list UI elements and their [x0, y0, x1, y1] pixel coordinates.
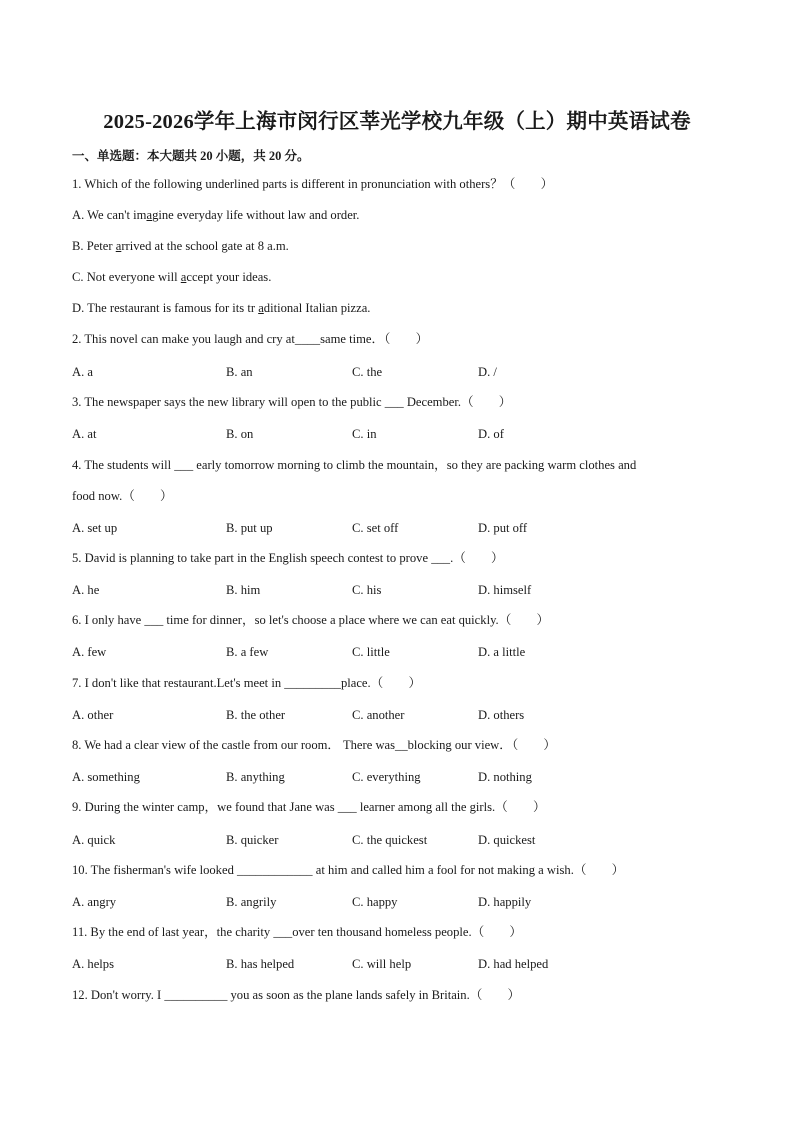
option-b: B. an [226, 365, 253, 379]
option-d: D. happily [478, 895, 532, 909]
option-b: B. anything [226, 770, 285, 784]
question-4-options [72, 520, 722, 536]
option-d: D. others [478, 708, 525, 722]
question-6-options [72, 644, 722, 660]
option-d: D. nothing [478, 770, 532, 784]
question-6-stem: 6. I only have ___ time for dinner，so let's choose a place where we can eat quickly.（ ） [72, 613, 550, 627]
option-b: B. the other [226, 708, 286, 722]
question-12-stem: 12. Don't worry. I __________ you as soon as the plane lands safely in Britain.（ ） [72, 988, 521, 1002]
question-1-option-b: B. Peter arrived at the school gate at 8 a.m. [72, 239, 289, 253]
option-c: C. will help [352, 957, 412, 971]
question-11-stem: 11. By the end of last year，the charity ___over ten thousand homeless people.（ ） [72, 925, 523, 939]
option-c: C. happy [352, 895, 398, 909]
question-4-stem: 4. The students will ___ early tomorrow morning to climb the mountain，so they are packing warm clothes and [72, 458, 637, 472]
question-1-option-a: A. We can't imagine everyday life without law and order. [72, 208, 360, 222]
option-b: B. on [226, 427, 254, 441]
option-a: A. a [72, 365, 93, 379]
option-a: A. helps [72, 957, 114, 971]
option-b: B. put up [226, 521, 273, 535]
option-b: B. angrily [226, 895, 277, 909]
option-d: D. himself [478, 583, 532, 597]
question-9-stem: 9. During the winter camp，we found that Jane was ___ learner among all the girls.（ ） [72, 800, 546, 814]
question-9-options [72, 832, 722, 848]
question-10-options [72, 894, 722, 910]
question-4-stem-continued: food now.（ ） [72, 489, 173, 503]
question-2-stem: 2. This novel can make you laugh and cry at____same time．（ ） [72, 332, 429, 346]
option-d: D. had helped [478, 957, 549, 971]
question-2-options [72, 364, 722, 380]
option-a: A. few [72, 645, 107, 659]
option-c: C. little [352, 645, 390, 659]
option-c: C. the [352, 365, 383, 379]
question-3-stem: 3. The newspaper says the new library will open to the public ___ December.（ ） [72, 395, 512, 409]
question-8-options [72, 769, 722, 785]
underlined-letter: a [180, 270, 187, 284]
option-a: A. angry [72, 895, 117, 909]
question-11-options [72, 956, 722, 972]
question-10-stem: 10. The fisherman's wife looked ____________ at him and called him a fool for not making a wish.（ ） [72, 863, 625, 877]
option-a: A. quick [72, 833, 116, 847]
option-c: C. set off [352, 521, 399, 535]
page-title: 2025-2026学年上海市闵行区莘光学校九年级（上）期中英语试卷 [103, 111, 691, 133]
option-c: C. everything [352, 770, 421, 784]
option-d: D. put off [478, 521, 528, 535]
question-1-stem: 1. Which of the following underlined parts is different in pronunciation with others？（ ） [72, 177, 554, 191]
option-a: A. set up [72, 521, 118, 535]
option-c: C. his [352, 583, 382, 597]
option-c: C. the quickest [352, 833, 428, 847]
option-d: D. / [478, 365, 497, 379]
option-d: D. a little [478, 645, 526, 659]
question-1-option-c: C. Not everyone will accept your ideas. [72, 270, 272, 284]
underlined-letter: a [146, 208, 153, 222]
option-d: D. of [478, 427, 504, 441]
question-1-option-d: D. The restaurant is famous for its tr aditional Italian pizza. [72, 301, 371, 315]
question-7-stem: 7. I don't like that restaurant.Let's meet in _________place.（ ） [72, 676, 422, 690]
underlined-letter: a [258, 301, 264, 315]
question-7-options [72, 707, 722, 723]
section-heading: 一、单选题：本大题共 20 小题，共 20 分。 [72, 149, 310, 163]
option-c: C. in [352, 427, 377, 441]
question-5-options [72, 582, 722, 598]
question-8-stem: 8. We had a clear view of the castle from our room． There was__blocking our view．（ ） [72, 738, 556, 752]
question-5-stem: 5. David is planning to take part in the English speech contest to prove ___.（ ） [72, 551, 504, 565]
option-a: A. something [72, 770, 140, 784]
option-b: B. him [226, 583, 261, 597]
option-a: A. at [72, 427, 97, 441]
option-d: D. quickest [478, 833, 536, 847]
option-b: B. quicker [226, 833, 279, 847]
question-3-options [72, 426, 722, 442]
underlined-letter: a [115, 239, 122, 253]
option-b: B. a few [226, 645, 269, 659]
option-a: A. other [72, 708, 114, 722]
option-c: C. another [352, 708, 405, 722]
option-b: B. has helped [226, 957, 295, 971]
option-a: A. he [72, 583, 100, 597]
